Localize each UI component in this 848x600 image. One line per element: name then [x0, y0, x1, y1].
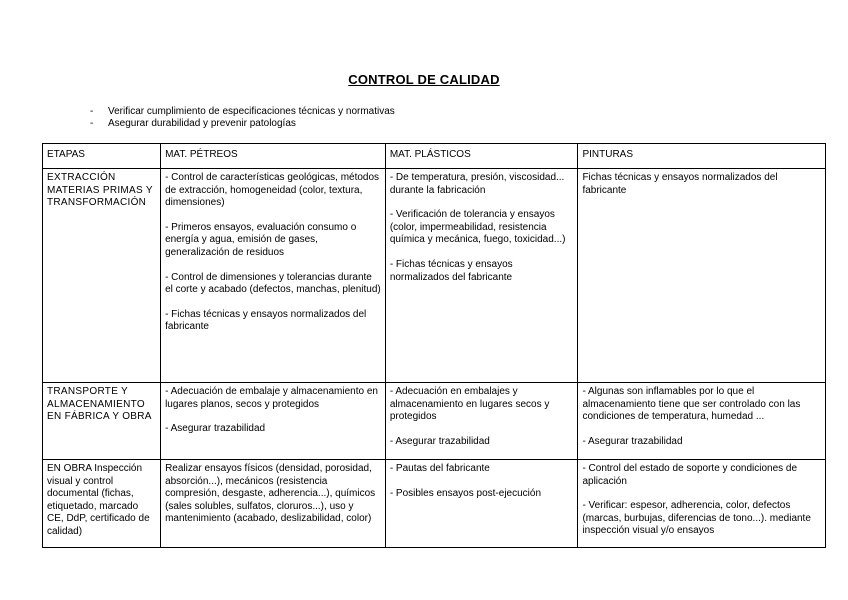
stage-cell: TRANSPORTE Y ALMACENAMIENTO EN FÁBRICA Y OBRA: [43, 383, 161, 460]
plasticos-cell: [385, 460, 578, 548]
stage-cell: EXTRACCIÓN MATERIAS PRIMAS Y TRANSFORMACIÓN: [43, 169, 161, 383]
petreos-cell: [161, 169, 386, 383]
petreos-cell: [161, 383, 386, 460]
header-cell-pinturas: PINTURAS: [578, 144, 826, 169]
header-cell-petreos: MAT. PÉTREOS: [161, 144, 386, 169]
table-header-row: [43, 144, 826, 169]
cell-paragraph: - Asegurar trazabilidad: [389, 435, 490, 447]
objective-item: [90, 118, 395, 130]
cell-paragraph: - Pautas del fabricante: [389, 463, 490, 474]
cell-paragraph: - Control de dimensiones y tolerancias durante el corte y acabado (defectos, manchas, plenitud): [165, 271, 381, 296]
cell-paragraph: - Asegurar trazabilidad: [582, 435, 683, 447]
header-cell-etapas: ETAPAS: [43, 144, 161, 169]
stage-cell: EN OBRA Inspección visual y control documental (fichas, etiquetado, marcado CE, DdP, certificado de calidad): [43, 460, 161, 548]
pinturas-cell: [578, 383, 826, 460]
document-title: CONTROL DE CALIDAD: [348, 72, 500, 87]
cell-paragraph: - Verificación de tolerancia y ensayos (color, impermeabilidad, resistencia química y mecánica, fuego, toxicidad...): [389, 209, 566, 246]
cell-paragraph: - Verificar: espesor, adherencia, color, defectos (marcas, burbujas, diferencias de tono...). mediante inspección visual y/o ensayos: [582, 500, 811, 537]
objective-text: Verificar cumplimiento de especificaciones técnicas y normativas: [108, 106, 395, 117]
objective-text: Asegurar durabilidad y prevenir patologías: [108, 118, 296, 129]
cell-paragraph: - Posibles ensayos post-ejecución: [389, 487, 542, 499]
quality-control-table: [42, 143, 826, 548]
cell-paragraph: - Control del estado de soporte y condiciones de aplicación: [582, 463, 798, 487]
petreos-cell: [161, 460, 386, 548]
bullet-dash: -: [90, 106, 94, 117]
cell-paragraph: Fichas técnicas y ensayos normalizados del fabricante: [582, 172, 778, 196]
cell-paragraph: - Fichas técnicas y ensayos normalizados del fabricante: [165, 308, 367, 333]
cell-paragraph: - De temperatura, presión, viscosidad... durante la fabricación: [389, 172, 565, 196]
cell-paragraph: - Control de características geológicas, métodos de extracción, homogeneidad (color, textura, dimensiones): [165, 172, 380, 209]
cell-paragraph: - Algunas son inflamables por lo que el almacenamiento tiene que ser controlado con las condiciones de temperatura, humedad ...: [582, 386, 801, 423]
plasticos-cell: [385, 383, 578, 460]
objectives-list: [90, 106, 395, 130]
table-row: [43, 169, 826, 383]
bullet-dash: -: [90, 118, 94, 129]
pinturas-cell: [578, 460, 826, 548]
cell-paragraph: - Fichas técnicas y ensayos normalizados del fabricante: [389, 258, 513, 283]
table-row: [43, 460, 826, 548]
cell-paragraph: - Adecuación en embalajes y almacenamiento en lugares secos y protegidos: [389, 386, 550, 423]
pinturas-cell: [578, 169, 826, 383]
plasticos-cell: [385, 169, 578, 383]
header-cell-plasticos: MAT. PLÁSTICOS: [385, 144, 578, 169]
cell-paragraph: - Adecuación de embalaje y almacenamiento en lugares planos, secos y protegidos: [165, 386, 378, 410]
cell-paragraph: - Asegurar trazabilidad: [165, 423, 266, 435]
table-row: [43, 383, 826, 460]
objective-item: [90, 106, 395, 118]
cell-paragraph: - Primeros ensayos, evaluación consumo o energía y agua, emisión de gases, generalización de residuos: [165, 221, 357, 258]
cell-paragraph: Realizar ensayos físicos (densidad, porosidad, absorción...), mecánicos (resistencia compresión, desgaste, adherencia...), químicos (sales solubles, sulfatos, cloruros...), uso y mantenimiento (acabado, deslizabilidad, color): [165, 463, 376, 525]
